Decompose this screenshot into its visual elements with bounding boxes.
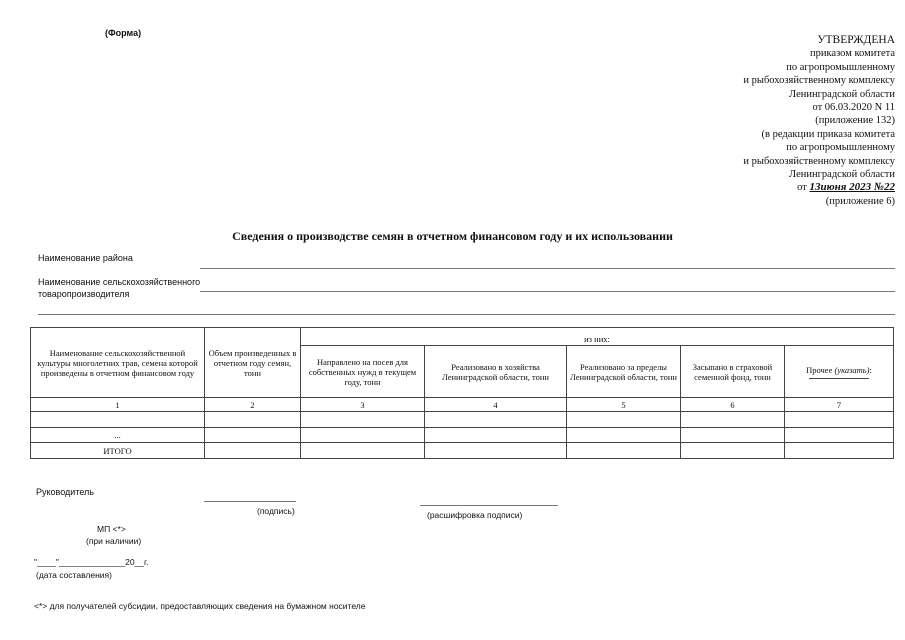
header-other-specify: (указать)	[834, 364, 870, 375]
table-cell[interactable]	[425, 412, 567, 428]
decoding-line[interactable]	[420, 505, 558, 506]
approval-line: и рыбохозяйственному комплексу	[743, 75, 895, 87]
approval-line: и рыбохозяйственному комплексу	[743, 155, 895, 167]
table-cell[interactable]	[567, 412, 681, 428]
table-cell[interactable]	[681, 412, 785, 428]
approval-line: Ленинградской области	[789, 88, 895, 100]
header-crop-name: Наименование сельскохозяйственной культуры многолетних трав, семена которой произведены в отчетном финансовом году	[31, 328, 205, 398]
footnote: <*> для получателей субсидии, предоставляющих сведения на бумажном носителе	[34, 601, 366, 611]
column-numbers-row	[31, 398, 894, 412]
table-cell[interactable]	[301, 412, 425, 428]
stamp-note: (при наличии)	[86, 536, 142, 546]
column-number: 5	[567, 398, 681, 412]
header-own-needs: Направлено на посев для собственных нужд в текущем году, тонн	[301, 346, 425, 398]
stamp-label: МП <*>	[97, 524, 126, 534]
date-caption: (дата составления)	[36, 570, 112, 580]
table-cell[interactable]	[301, 428, 425, 443]
approval-block	[743, 34, 895, 208]
signature-caption: (подпись)	[257, 506, 295, 516]
approval-date-prefix: от	[797, 182, 807, 194]
approval-line: УТВЕРЖДЕНА	[817, 34, 895, 46]
approval-appendix: (приложение 6)	[825, 195, 895, 207]
header-other	[785, 346, 894, 398]
table-cell[interactable]	[785, 428, 894, 443]
column-number: 4	[425, 398, 567, 412]
head-label: Руководитель	[36, 487, 94, 497]
header-other-colon: :	[869, 364, 872, 375]
header-sold-in-region: Реализовано в хозяйства Ленинградской области, тонн	[425, 346, 567, 398]
table-cell[interactable]	[785, 443, 894, 459]
table-cell[interactable]	[205, 443, 301, 459]
header-other-text: Прочее	[806, 364, 835, 375]
producer-input-line-1[interactable]	[200, 291, 895, 292]
approval-line: по агропромышленному	[786, 142, 895, 154]
form-label: (Форма)	[105, 28, 142, 38]
producer-label-line2: товаропроизводителя	[38, 289, 130, 299]
seed-production-table	[30, 327, 894, 459]
column-number: 7	[785, 398, 894, 412]
table-cell[interactable]	[681, 443, 785, 459]
table-cell[interactable]	[31, 412, 205, 428]
district-input-line[interactable]	[200, 268, 895, 269]
approval-line: приказом комитета	[809, 48, 895, 60]
column-number: 6	[681, 398, 785, 412]
approval-line: от 06.03.2020 N 11	[812, 102, 895, 114]
producer-label-line1: Наименование сельскохозяйственного	[38, 277, 201, 287]
column-number: 1	[31, 398, 205, 412]
approval-line: (в редакции приказа комитета	[761, 128, 895, 140]
column-number: 2	[205, 398, 301, 412]
handwritten-date: 13июня 2023 №22	[809, 181, 895, 194]
total-row[interactable]	[31, 443, 894, 459]
date-line[interactable]: "____"______________20__г.	[34, 557, 149, 567]
column-number: 3	[301, 398, 425, 412]
header-sold-outside-region: Реализовано за пределы Ленинградской области, тонн	[567, 346, 681, 398]
table-cell[interactable]	[425, 443, 567, 459]
header-volume: Объем произведенных в отчетном году семян, тонн	[205, 328, 301, 398]
table-row[interactable]	[31, 412, 894, 428]
header-other-fill-line[interactable]	[809, 378, 869, 379]
header-insurance-fund: Засыпано в страховой семенной фонд, тонн	[681, 346, 785, 398]
table-cell[interactable]	[301, 443, 425, 459]
district-label: Наименование района	[38, 253, 133, 263]
approval-line: по агропромышленному	[786, 61, 895, 73]
table-row[interactable]	[31, 428, 894, 443]
table-cell[interactable]	[785, 412, 894, 428]
total-label: ИТОГО	[31, 443, 205, 459]
table-cell[interactable]	[425, 428, 567, 443]
table-cell[interactable]	[567, 443, 681, 459]
approval-date-line	[743, 181, 895, 194]
table-cell[interactable]	[205, 412, 301, 428]
table-cell[interactable]	[681, 428, 785, 443]
table-cell[interactable]	[567, 428, 681, 443]
signature-line[interactable]	[204, 501, 296, 502]
decoding-caption: (расшифровка подписи)	[427, 510, 523, 520]
producer-input-line-2[interactable]	[38, 314, 895, 315]
approval-line: (приложение 132)	[815, 115, 895, 127]
document-title: Сведения о производстве семян в отчетном финансовом году и их использовании	[232, 229, 673, 243]
table-cell[interactable]	[205, 428, 301, 443]
ellipsis-cell: ...	[31, 428, 205, 443]
approval-line: Ленинградской области	[789, 169, 895, 181]
header-of-them: из них:	[301, 328, 894, 346]
